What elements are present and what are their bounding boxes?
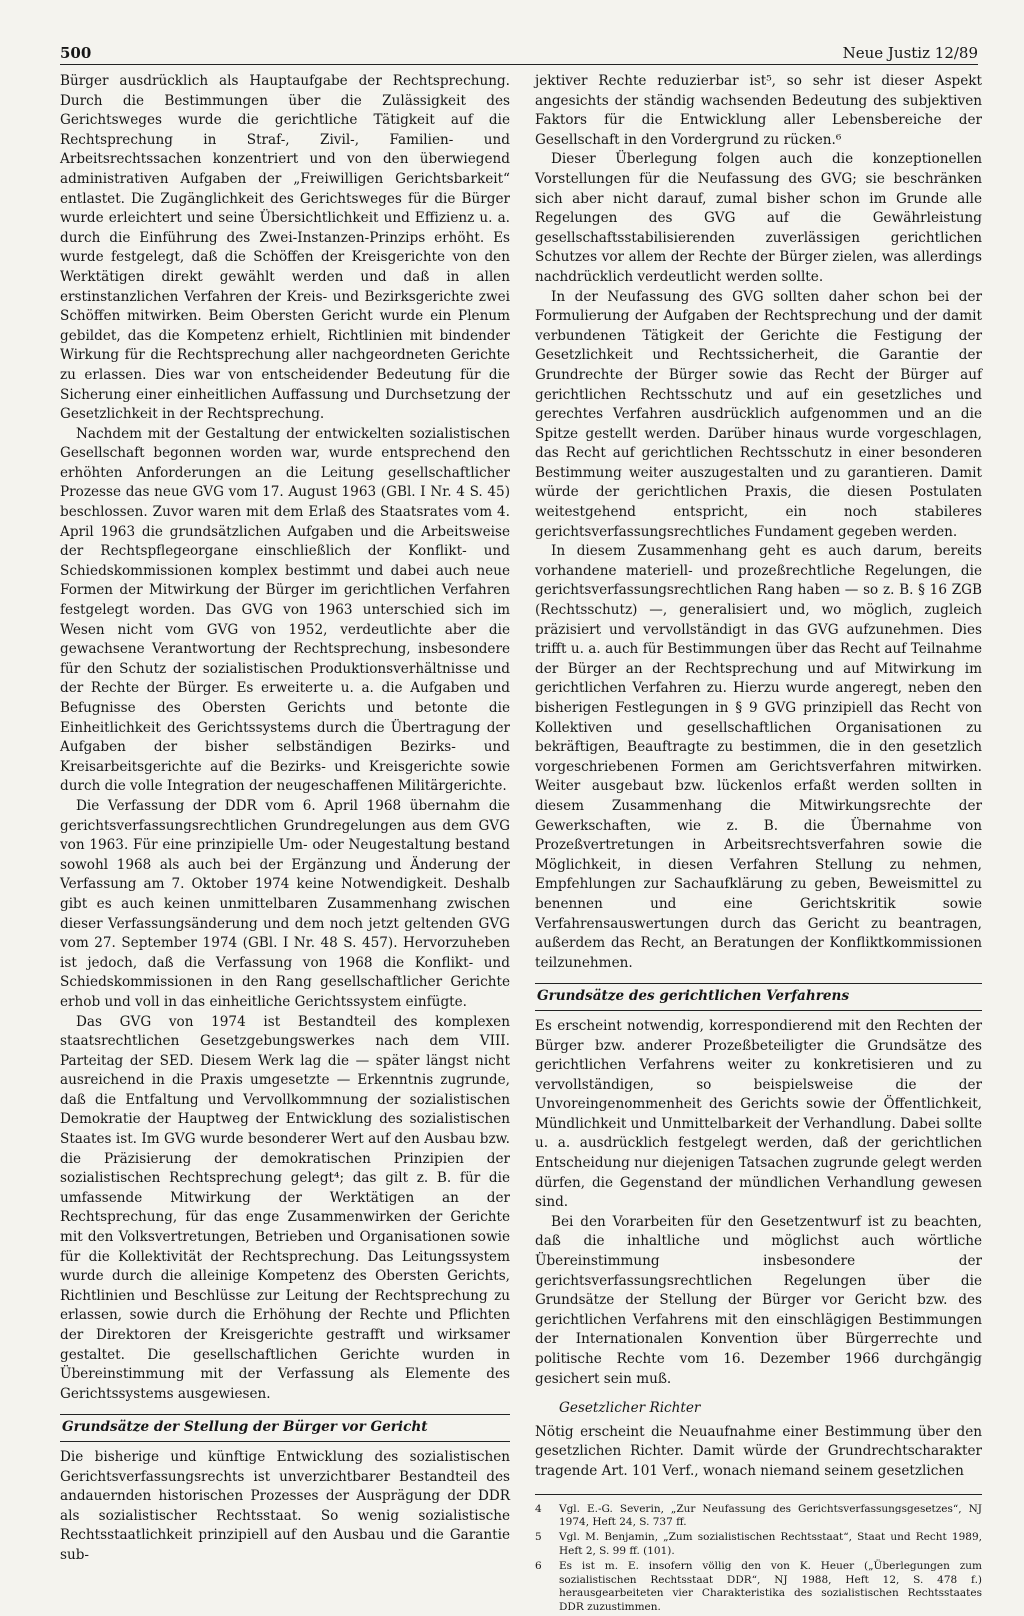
footnote-text: Vgl. M. Benjamin, „Zum sozialistischen Rechtsstaat“, Staat und Recht 1989, Heft 2, S. 99 ff. (101). [559, 1531, 982, 1557]
left-column [60, 72, 510, 1566]
paragraph: Nachdem mit der Gestaltung der entwickelten sozialistischen Gesellschaft begonnen worden war, wurde entsprechend den erhöhten Anforderungen an die Leitung gesellschaftlicher Prozesse das neue GVG vom 17. August 1963 (GBl. I Nr. 4 S. 45) beschlossen. Zuvor waren mit dem Erlaß des Staatsrates vom 4. April 1963 die grundsätzlichen Aufgaben und die Arbeitsweise der Rechtspflegeorgane einschließlich der Konflikt- und Schiedskommissionen komplex bestimmt und dabei auch neue Formen der Mitwirkung der Bürger im gerichtlichen Verfahren festgelegt worden. Das GVG von 1963 unterschied sich im Wesen nicht vom GVG von 1952, verdeutlichte aber die gewachsene Verantwortung der Rechtsprechung, insbesondere für den Schutz der sozialistischen Produktionsverhältnisse und der Rechte der Bürger. Es erweiterte u. a. die Aufgaben und Befugnisse des Obersten Gerichts und betonte die Einheitlichkeit des Gerichtssystems durch die Übertragung der Aufgaben der bisher selbständigen Bezirks- und Kreisarbeitsgerichte auf die Bezirks- und Kreisgerichte sowie durch die volle Integration der neugeschaffenen Militärgerichte. [60, 425, 510, 795]
footnotes [535, 1494, 982, 1615]
paragraph: Die bisherige und künftige Entwicklung des sozialistischen Gerichtsverfassungsrechts ist unverzichtbarer Bestandteil des andauernden historischen Prozesses der Ausprägung der DDR als sozialistischer Rechtsstaat. So wenig sozialistische Rechtsstaatlichkeit prinzipiell auf den Ausbau und die Garantie sub- [60, 1448, 510, 1563]
paragraph: Das GVG von 1974 ist Bestandteil des komplexen staatsrechtlichen Gesetzgebungswerkes nach dem VIII. Parteitag der SED. Diesem Werk lag die — später längst nicht ausreichend in die Praxis umgesetzte — Erkenntnis zugrunde, daß die Entfaltung und Vervollkommnung der sozialistischen Demokratie der Hauptweg der Entwicklung des sozialistischen Staates ist. Im GVG wurde besonderer Wert auf den Ausbau bzw. die Präzisierung der demokratischen Prinzipien der sozialistischen Rechtsprechung gelegt⁴; das gilt z. B. für die umfassende Mitwirkung der Werktätigen an der Rechtsprechung, für das enge Zusammenwirken der Gerichte mit den Volksvertretungen, Betrieben und Organisationen sowie für die Kollektivität der Rechtsprechung. Das Leitungssystem wurde durch die alleinige Kompetenz des Obersten Gerichts, Richtlinien und Beschlüsse zur Leitung der Rechtsprechung zu erlassen, sowie durch die Erhöhung der Rechte und Pflichten der Direktoren der Kreisgerichte gestrafft und wirksamer gestaltet. Die gesellschaftlichen Gerichte wurden in Übereinstimmung mit der Verfassung als Elemente des Gerichtssystems ausgewiesen. [60, 1013, 510, 1402]
footnote-number: 4 [535, 1502, 542, 1515]
paragraph: Nötig erscheint die Neuaufnahme einer Bestimmung über den gesetzlichen Richter. Damit würde der Grundrechtscharakter tragende Art. 101 Verf., wonach niemand seinem gesetzlichen [535, 1423, 982, 1479]
right-column [535, 72, 982, 1616]
paragraph: Dieser Überlegung folgen auch die konzeptionellen Vorstellungen für die Neufassung des GVG; sie beschränken sich aber nicht darauf, zumal bisher schon im Grunde alle Regelungen des GVG auf die Gewährleistung gesellschaftsstabilisierenden zuverlässigen gerichtlichen Schutzes vor allem der Rechte der Bürger zielen, was allerdings nachdrücklich verdeutlicht werden sollte. [535, 151, 982, 285]
footnote [535, 1560, 982, 1615]
footnote-number: 5 [535, 1531, 542, 1544]
footnote [535, 1503, 982, 1531]
footnote [535, 1531, 982, 1559]
paragraph: jektiver Rechte reduzierbar ist⁵, so sehr ist dieser Aspekt angesichts der ständig wachsenden Bedeutung des subjektiven Faktors für die Entwicklung aller Lebensbereiche der Gesellschaft in den Vordergrund zu rücken.⁶ [535, 73, 982, 148]
page-header [60, 42, 978, 65]
section-heading: Grundsätze der Stellung der Bürger vor Gericht [60, 1414, 510, 1442]
paragraph: In diesem Zusammenhang geht es auch darum, bereits vorhandene materiell- und prozeßrechtliche Regelungen, die gerichtsverfassungsrechtlichen Rang haben — so z. B. § 16 ZGB (Rechtsschutz) —, generalisiert und, wo möglich, zugleich präzisiert und vervollständigt in das GVG aufzunehmen. Dies trifft u. a. auch für Bestimmungen über das Recht auf Teilnahme der Bürger an der Rechtsprechung und auf Mitwirkung im gerichtlichen Verfahren zu. Hierzu wurde angeregt, neben den bisherigen Festlegungen in § 9 GVG prinzipiell das Recht von Kollektiven und gesellschaftlichen Organisationen zu bekräftigen, Beauftragte zu bestimmen, die in den gesetzlich vorgeschriebenen Formen am Gerichtsverfahren mitwirken. Weiter ausgebaut bzw. lückenlos erfaßt werden sollten in diesem Zusammenhang die Mitwirkungsrechte der Gewerkschaften, wie z. B. die Übernahme von Prozeßvertretungen in Arbeitsrechtsverfahren sowie die Möglichkeit, in diesen Verfahren Stellung zu nehmen, Empfehlungen zur Sachaufklärung zu geben, Beweismittel zu benennen und eine Gerichtskritik sowie Verfahrensauswertungen durch das Gericht zu beantragen, außerdem das Recht, an Beratungen der Konfliktkommissionen teilzunehmen. [535, 543, 982, 971]
journal-issue: Neue Justiz 12/89 [842, 44, 978, 62]
footnote-text: Vgl. E.-G. Severin, „Zur Neufassung des Gerichtsverfassungsgesetzes“, NJ 1974, Heft 24, S. 737 ff. [559, 1502, 982, 1529]
paragraph: Bürger ausdrücklich als Hauptaufgabe der Rechtsprechung. Durch die Bestimmungen über die Zulässigkeit des Gerichtsweges wurde die gerichtliche Tätigkeit auf die Rechtsprechung in Straf-, Zivil-, Familien- und Arbeitsrechtssachen konzentriert und von den überwiegend administrativen Aufgaben der „Freiwilligen Gerichtsbarkeit“ entlastet. Die Zugänglichkeit des Gerichtsweges für die Bürger wurde erleichtert und seine Übersichtlichkeit und Effizienz u. a. durch die Einführung des Zwei-Instanzen-Prinzips erhöht. Es wurde festgelegt, daß die Schöffen der Kreisgerichte von den Werktätigen direkt gewählt werden und daß in allen erstinstanzlichen Verfahren der Kreis- und Bezirksgerichte zwei Schöffen mitwirken. Beim Obersten Gericht wurde ein Plenum gebildet, das die Kompetenz erhielt, Richtlinien mit bindender Wirkung für die Rechtsprechung aller nachgeordneten Gerichte zu erlassen. Dies war von entscheidender Bedeutung für die Sicherung einer einheitlichen Auffassung und Durchsetzung der Gesetzlichkeit in der Rechtsprechung. [60, 73, 510, 423]
footnote-number: 6 [535, 1559, 542, 1572]
page-number: 500 [60, 44, 92, 62]
paragraph: Bei den Vorarbeiten für den Gesetzentwurf ist zu beachten, daß die inhaltliche und möglichst auch wörtliche Übereinstimmung insbesondere der gerichtsverfassungsrechtlichen Regelungen über die Grundsätze der Stellung der Bürger vor Gericht bzw. des gerichtlichen Verfahrens mit den einschlägigen Bestimmungen der Internationalen Konvention über Bürgerrechte und politische Rechte vom 16. Dezember 1966 durchgängig gesichert sein muß. [535, 1213, 982, 1387]
footnote-text: Es ist m. E. insofern völlig den von K. Heuer („Überlegungen zum sozialistischen Rechtsstaat DDR“, NJ 1988, Heft 12, S. 478 f.) herausgearbeiteten vier Charakteristika des sozialistischen Rechtsstaates DDR zuzustimmen. [559, 1559, 982, 1614]
paragraph: Die Verfassung der DDR vom 6. April 1968 übernahm die gerichtsverfassungsrechtlichen Grundregelungen aus dem GVG von 1963. Für eine prinzipielle Um- oder Neugestaltung bestand sowohl 1968 als auch bei der Ergänzung und Änderung der Verfassung am 7. Oktober 1974 keine Notwendigkeit. Deshalb gibt es auch keinen unmittelbaren Zusammenhang zwischen dieser Verfassungsänderung und dem noch jetzt geltenden GVG vom 27. September 1974 (GBl. I Nr. 48 S. 457). Hervorzuheben ist jedoch, daß die Verfassung von 1968 die Konflikt- und Schiedskommissionen in den Rang gesellschaftlicher Gerichte erhob und voll in das einheitliche Gerichtssystem einfügte. [60, 797, 510, 1010]
paragraph: In der Neufassung des GVG sollten daher schon bei der Formulierung der Aufgaben der Rechtsprechung und der damit verbundenen Tätigkeit der Gerichte die Festigung der Gesetzlichkeit und Rechtssicherheit, die Garantie der Grundrechte der Bürger sowie das Recht der Bürger auf gerichtlichen Rechtsschutz und auf ein gesetzliches und gerechtes Verfahren ausdrücklich aufgenommen und an die Spitze gestellt werden. Darüber hinaus wurde vorgeschlagen, das Recht auf gerichtlichen Rechtsschutz in einer besonderen Bestimmung weiter auszugestalten und zu garantieren. Damit würde der gerichtlichen Praxis, die diesen Postulaten weitestgehend entspricht, ein noch stabileres gerichtsverfassungsrechtliches Fundament gegeben werden. [535, 288, 982, 540]
paragraph: Es erscheint notwendig, korrespondierend mit den Rechten der Bürger bzw. anderer Prozeßbeteiligter die Grundsätze des gerichtlichen Verfahrens weiter zu konkretisieren und zu vervollständigen, so beispielsweise die der Unvoreingenommenheit des Gerichts sowie der Öffentlichkeit, Mündlichkeit und Unmittelbarkeit der Verhandlung. Dabei sollte u. a. ausdrücklich festgelegt werden, daß der gerichtlichen Entscheidung nur diejenigen Tatsachen zugrunde gelegt werden dürfen, die Gegenstand der mündlichen Verhandlung gewesen sind. [535, 1017, 982, 1211]
sub-heading: Gesetzlicher Richter [559, 1400, 701, 1417]
section-heading: Grundsätze des gerichtlichen Verfahrens [535, 983, 982, 1011]
